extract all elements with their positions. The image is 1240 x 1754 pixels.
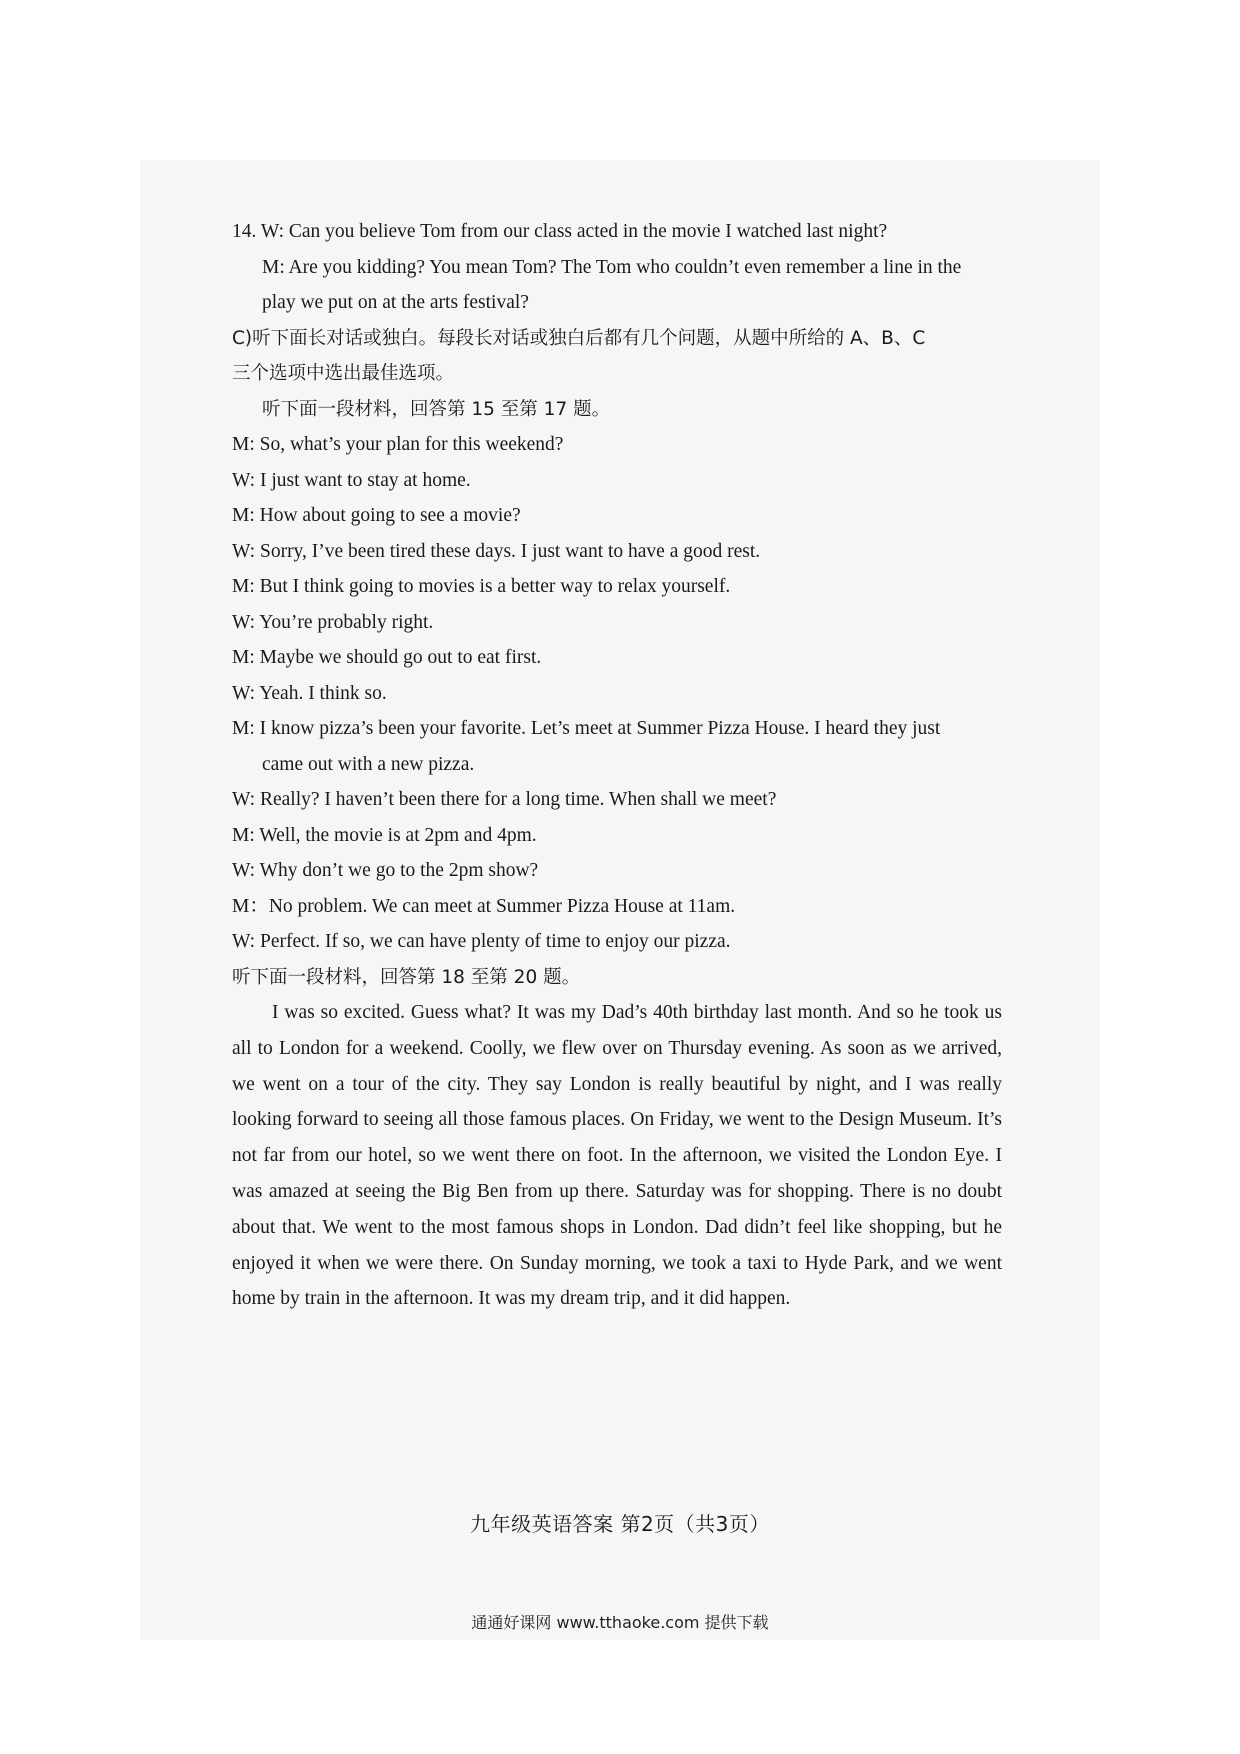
dialogue-line: M: So, what’s your plan for this weekend? <box>232 434 564 455</box>
section-c-instruction-cont: 三个选项中选出最佳选项。 <box>232 363 455 384</box>
download-credit: 通通好课网 www.tthaoke.com 提供下载 <box>471 1613 769 1632</box>
q14-m-line: M: Are you kidding? You mean Tom? The Tom who couldn’t even remember a line in the <box>262 256 962 278</box>
intro-18-20: 听下面一段材料，回答第 18 至第 20 题。 <box>232 966 581 988</box>
dialogue-line: M：No problem. We can meet at Summer Pizza House at 11am. <box>232 895 736 917</box>
dialogue-line: W: Sorry, I’ve been tired these days. I just want to have a good rest. <box>232 540 761 562</box>
dialogue-line: M: I know pizza’s been your favorite. Let’s meet at Summer Pizza House. I heard they just <box>232 718 941 739</box>
monologue-paragraph: I was so excited. Guess what? It was my Dad’s 40th birthday last month. And so he took us all to London for a weekend. Coolly, we flew over on Thursday evening. As soon as we arrived, we went on a tour of the city. They say London is really beautiful by night, and I was really looking forward to seeing all those famous places. On Friday, we went to the Design Museum. It’s not far from our hotel, so we went there on foot. In the afternoon, we visited the London Eye. I was amazed at seeing the Big Ben from up there. Saturday was for shopping. There is no doubt about that. We went to the most famous shops in London. Dad didn’t feel like shopping, but he enjoyed it when we were there. On Sunday morning, we took a taxi to Hyde Park, and we went home by train in the afternoon. It was my dream trip, and it did happen. <box>232 1002 1002 1310</box>
section-c-instruction: C)听下面长对话或独白。每段长对话或独白后都有几个问题，从题中所给的 A、B、C <box>232 327 926 349</box>
dialogue-line: W: You’re probably right. <box>232 611 434 633</box>
dialogue-line: W: I just want to stay at home. <box>232 469 471 491</box>
dialogue-line: W: Why don’t we go to the 2pm show? <box>232 860 539 881</box>
intro-15-17: 听下面一段材料，回答第 15 至第 17 题。 <box>262 398 611 420</box>
dialogue-line: M: But I think going to movies is a better way to relax yourself. <box>232 576 731 597</box>
dialogue-line: M: Well, the movie is at 2pm and 4pm. <box>232 824 537 846</box>
dialogue-line: M: How about going to see a movie? <box>232 505 521 526</box>
page-footer: 九年级英语答案 第2页（共3页） <box>470 1512 770 1536</box>
dialogue-line: W: Really? I haven’t been there for a long time. When shall we meet? <box>232 789 777 810</box>
q14-w-line: 14. W: Can you believe Tom from our class acted in the movie I watched last night? <box>232 221 888 242</box>
q14-m-line-cont: play we put on at the arts festival? <box>262 292 529 313</box>
dialogue-line: W: Yeah. I think so. <box>232 682 387 704</box>
dialogue-line-cont: came out with a new pizza. <box>262 753 475 775</box>
answer-sheet-content <box>232 214 1002 1337</box>
dialogue-line: W: Perfect. If so, we can have plenty of time to enjoy our pizza. <box>232 931 731 952</box>
dialogue-line: M: Maybe we should go out to eat first. <box>232 647 542 668</box>
